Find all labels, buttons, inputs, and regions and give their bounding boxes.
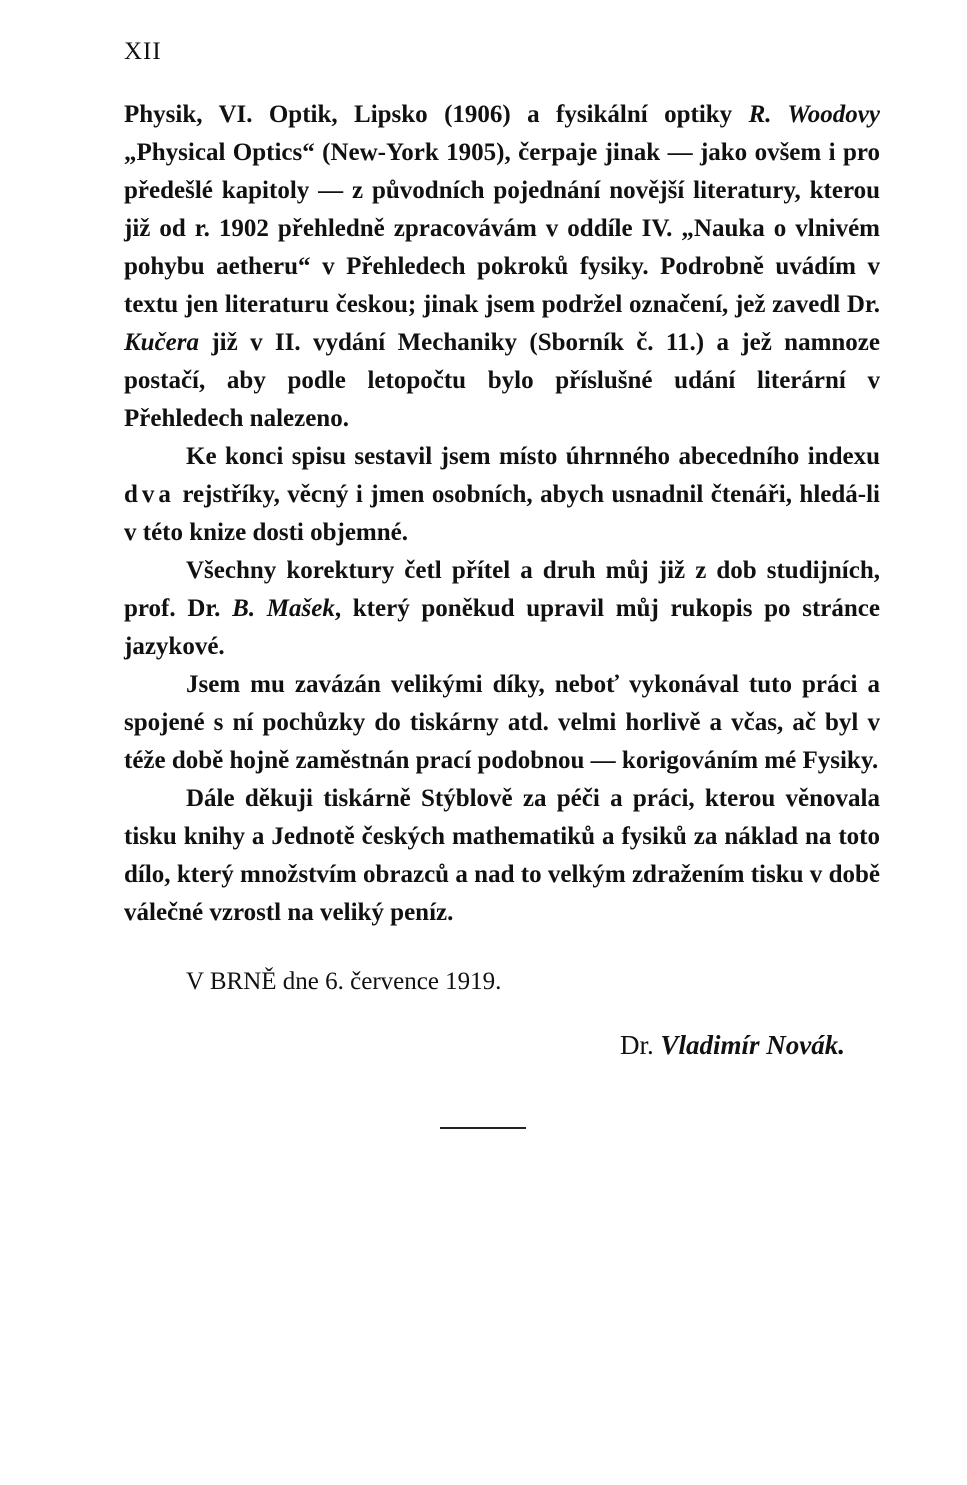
paragraph [124,666,880,780]
text-segment: Dále děkuji tiskárně Stýblově za péči a práci, kterou věnovala tisku knihy a Jednotě českých mathematiků a fysiků za náklad na toto dílo, který množstvím obrazců a nad to velkým zdražením tisku v době válečné vzrostl na veliký peníz. [124,785,880,926]
text-segment: rejstříky, věcný i jmen osobních, abych usnadnil čtenáři, hledá-li v této knize dosti objemné. [124,481,880,546]
signature-name: Vladimír Novák. [660,1030,845,1060]
signature-title: Dr. [619,1030,654,1060]
italic-name: Kučera [124,329,199,356]
text-segment: již v II. vydání Mechaniky (Sborník č. 11.) a jež namnoze postačí, aby podle letopočtu bylo příslušné udání literární v Přehledech nalezeno. [124,329,880,432]
paragraph [124,552,880,666]
place-date: V BRNĚ dne 6. července 1919. [186,968,502,995]
text-segment: Všechny korektury četl přítel a druh můj již z dob studijních, prof. Dr. [124,557,880,622]
body-text [124,96,880,932]
signature [620,1030,845,1061]
end-rule [440,1127,526,1129]
text-segment: Ke konci spisu sestavil jsem místo úhrnného abecedního indexu [186,443,880,470]
text-segment: Physik, VI. Optik, Lipsko (1906) a fysikální optiky [124,101,749,128]
spaced-emphasis: dva [124,481,175,508]
paragraph [124,96,880,438]
paragraph [124,438,880,552]
italic-name: B. Mašek [232,595,335,622]
text-segment: , který poněkud upravil můj rukopis po stránce jazykové. [124,595,880,660]
text-segment: „Physical Optics“ (New-York 1905), čerpaje jinak — jako ovšem i pro předešlé kapitoly — z původních pojednání novější literatury, kterou již od r. 1902 přehledně zpracovávám v oddíle IV. „Nauka o vlnivém pohybu aetheru“ v Přehledech pokroků fysiky. Podrobně uvádím v textu jen literaturu českou; jinak jsem podržel označení, jež zavedl Dr. [124,139,880,318]
page-number: XII [124,38,162,65]
paragraph [124,780,880,932]
text-segment: Jsem mu zavázán velikými díky, neboť vykonával tuto práci a spojené s ní pochůzky do tiskárny atd. velmi horlivě a včas, ač byl v téže době hojně zaměstnán prací podobnou — korigováním mé Fysiky. [124,671,880,774]
italic-name: R. Woodovy [748,101,880,128]
